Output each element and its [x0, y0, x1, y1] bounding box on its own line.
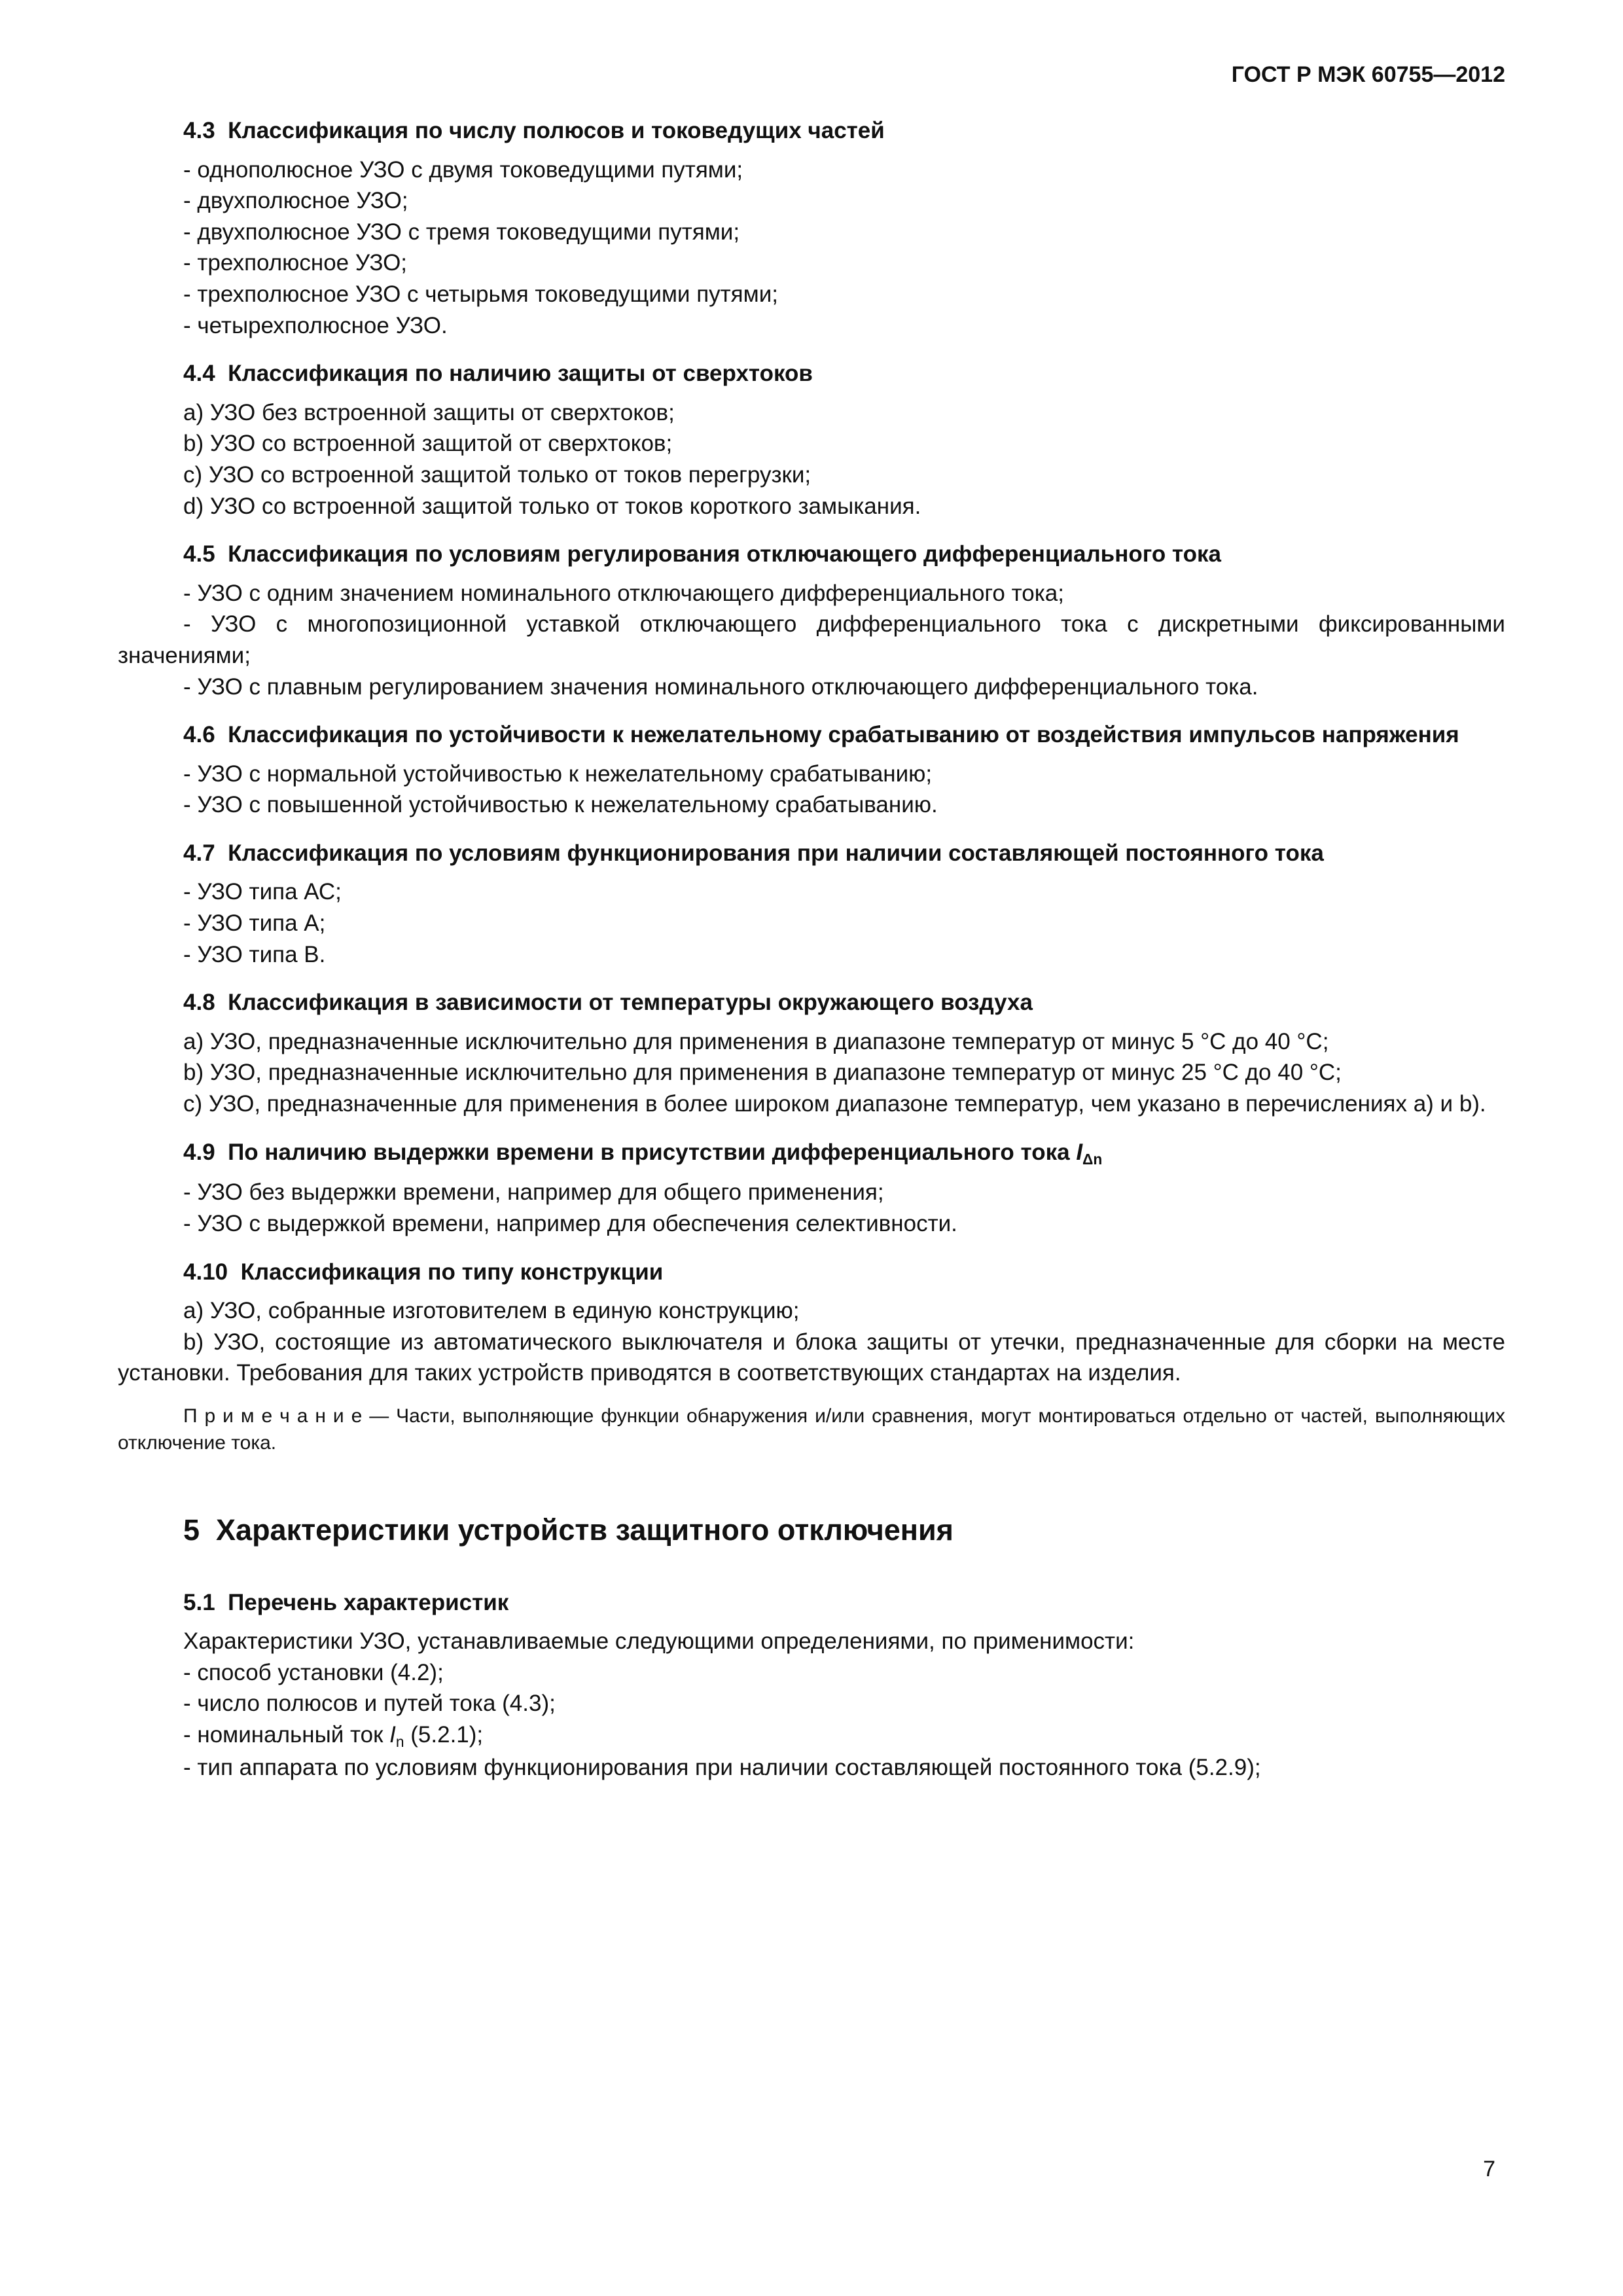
text-run: - УЗО с выдержкой времени, например для обеспечения селективности. — [183, 1210, 957, 1236]
list-item — [118, 279, 1505, 310]
text-run: - тип аппарата по условиям функционирования при наличии составляющей постоянного тока (5.2.9); — [183, 1754, 1261, 1780]
list-item — [118, 1657, 1505, 1689]
section-heading — [118, 1587, 1505, 1619]
text-run: - УЗО с многопозиционной уставкой отключающего дифференциального тока с дискретными фиксированными значениями; — [118, 611, 1505, 668]
text-run: Характеристики УЗО, устанавливаемые следующими определениями, по применимости: — [183, 1628, 1135, 1655]
text-run: 4.5 Классификация по условиям регулирования отключающего дифференциального тока — [183, 541, 1221, 567]
text-run: - УЗО без выдержки времени, например для общего применения; — [183, 1179, 884, 1206]
text-run: 4.7 Классификация по условиям функционирования при наличии составляющей постоянного тока — [183, 840, 1324, 866]
note — [118, 1403, 1505, 1457]
text-run: П р и м е ч а н и е — Части, выполняющие функции обнаружения и/или сравнения, могут монтироваться отдельно от частей, выполняющих отключение тока. — [118, 1405, 1505, 1454]
document-content — [118, 115, 1505, 1783]
text-run: 5.1 Перечень характеристик — [183, 1589, 509, 1615]
list-item — [118, 1327, 1505, 1389]
list-item — [118, 939, 1505, 971]
text-run: (5.2.1); — [404, 1721, 484, 1748]
text-run: - УЗО типа В. — [183, 941, 326, 967]
list-item — [118, 876, 1505, 908]
text-run: - трехполюсное УЗО; — [183, 250, 408, 276]
section-heading — [118, 115, 1505, 147]
list-item — [118, 397, 1505, 429]
text-run: - УЗО типа А; — [183, 910, 326, 937]
text-run: 4.10 Классификация по типу конструкции — [183, 1259, 664, 1285]
list-item — [118, 1752, 1505, 1784]
chapter-heading — [118, 1513, 1505, 1548]
list-item — [118, 154, 1505, 186]
list-item — [118, 1295, 1505, 1327]
list-item — [118, 1088, 1505, 1120]
text-run: 4.6 Классификация по устойчивости к нежелательному срабатыванию от воздействия импульсов напряжения — [183, 722, 1459, 748]
text-run: - номинальный ток — [183, 1721, 390, 1748]
section-heading — [118, 719, 1505, 751]
list-item — [118, 1057, 1505, 1088]
section-heading — [118, 358, 1505, 389]
text-run: - УЗО с нормальной устойчивостью к нежелательному срабатыванию; — [183, 761, 933, 787]
document-header: ГОСТ Р МЭК 60755—2012 — [1231, 62, 1505, 87]
text-run: - трехполюсное УЗО с четырьмя токоведущими путями; — [183, 281, 778, 307]
list-item — [118, 491, 1505, 522]
text-run: d) УЗО со встроенной защитой только от токов короткого замыкания. — [183, 493, 921, 519]
section-heading — [118, 1137, 1505, 1170]
text-run: a) УЗО, предназначенные исключительно для применения в диапазоне температур от минус 5 °С до 40 °С; — [183, 1028, 1329, 1054]
list-item — [118, 609, 1505, 671]
list-item — [118, 789, 1505, 821]
text-run: - УЗО с плавным регулированием значения номинального отключающего дифференциального тока. — [183, 673, 1258, 700]
section-heading — [118, 987, 1505, 1018]
paragraph — [118, 1626, 1505, 1657]
text-run: - четырехполюсное УЗО. — [183, 312, 448, 338]
text-run: b) УЗО, состоящие из автоматического выключателя и блока защиты от утечки, предназначенные для сборки на месте установки. Требования для таких устройств приводятся в соответствующих стандартах на изделия. — [118, 1329, 1505, 1386]
text-run: 4.8 Классификация в зависимости от температуры окружающего воздуха — [183, 990, 1033, 1016]
list-item — [118, 310, 1505, 342]
text-run: b) УЗО, предназначенные исключительно для применения в диапазоне температур от минус 25 °С до 40 °С; — [183, 1060, 1342, 1086]
text-run: 4.4 Классификация по наличию защиты от сверхтоков — [183, 361, 813, 387]
text-run: - УЗО с одним значением номинального отключающего дифференциального тока; — [183, 580, 1064, 606]
list-item — [118, 578, 1505, 609]
list-item — [118, 1208, 1505, 1240]
text-run: - число полюсов и путей тока (4.3); — [183, 1691, 556, 1717]
text-run: Δn — [1082, 1150, 1103, 1168]
text-run: - однополюсное УЗО с двумя токоведущими путями; — [183, 156, 743, 183]
list-item — [118, 672, 1505, 703]
text-run: 4.9 По наличию выдержки времени в присутствии дифференциального тока — [183, 1139, 1077, 1165]
list-item — [118, 1719, 1505, 1752]
text-run: - двухполюсное УЗО с тремя токоведущими путями; — [183, 219, 740, 245]
section-heading — [118, 838, 1505, 869]
page-number: 7 — [1483, 2157, 1495, 2181]
list-item — [118, 1688, 1505, 1719]
list-item — [118, 428, 1505, 459]
text-run: 5 Характеристики устройств защитного отключения — [183, 1513, 954, 1547]
text-run: - УЗО с повышенной устойчивостью к нежелательному срабатыванию. — [183, 792, 938, 818]
list-item — [118, 908, 1505, 939]
text-run: - двухполюсное УЗО; — [183, 188, 408, 214]
list-item — [118, 185, 1505, 217]
list-item — [118, 217, 1505, 248]
text-run: c) УЗО со встроенной защитой только от токов перегрузки; — [183, 461, 812, 488]
list-item — [118, 759, 1505, 790]
text-run: - УЗО типа АС; — [183, 879, 342, 905]
text-run: - способ установки (4.2); — [183, 1659, 444, 1685]
text-run: I — [1076, 1139, 1083, 1165]
section-heading — [118, 1257, 1505, 1288]
text-run: n — [395, 1732, 404, 1750]
text-run: a) УЗО, собранные изготовителем в единую конструкцию; — [183, 1298, 800, 1324]
text-run: 4.3 Классификация по числу полюсов и токоведущих частей — [183, 118, 885, 143]
list-item — [118, 459, 1505, 491]
list-item — [118, 1026, 1505, 1058]
list-item — [118, 1177, 1505, 1208]
text-run: I — [389, 1721, 396, 1748]
list-item — [118, 247, 1505, 279]
text-run: c) УЗО, предназначенные для применения в более широком диапазоне температур, чем указано в перечислениях a) и b). — [183, 1091, 1486, 1117]
text-run: a) УЗО без встроенной защиты от сверхтоков; — [183, 399, 675, 425]
text-run: b) УЗО со встроенной защитой от сверхтоков; — [183, 431, 673, 457]
section-heading — [118, 539, 1505, 570]
